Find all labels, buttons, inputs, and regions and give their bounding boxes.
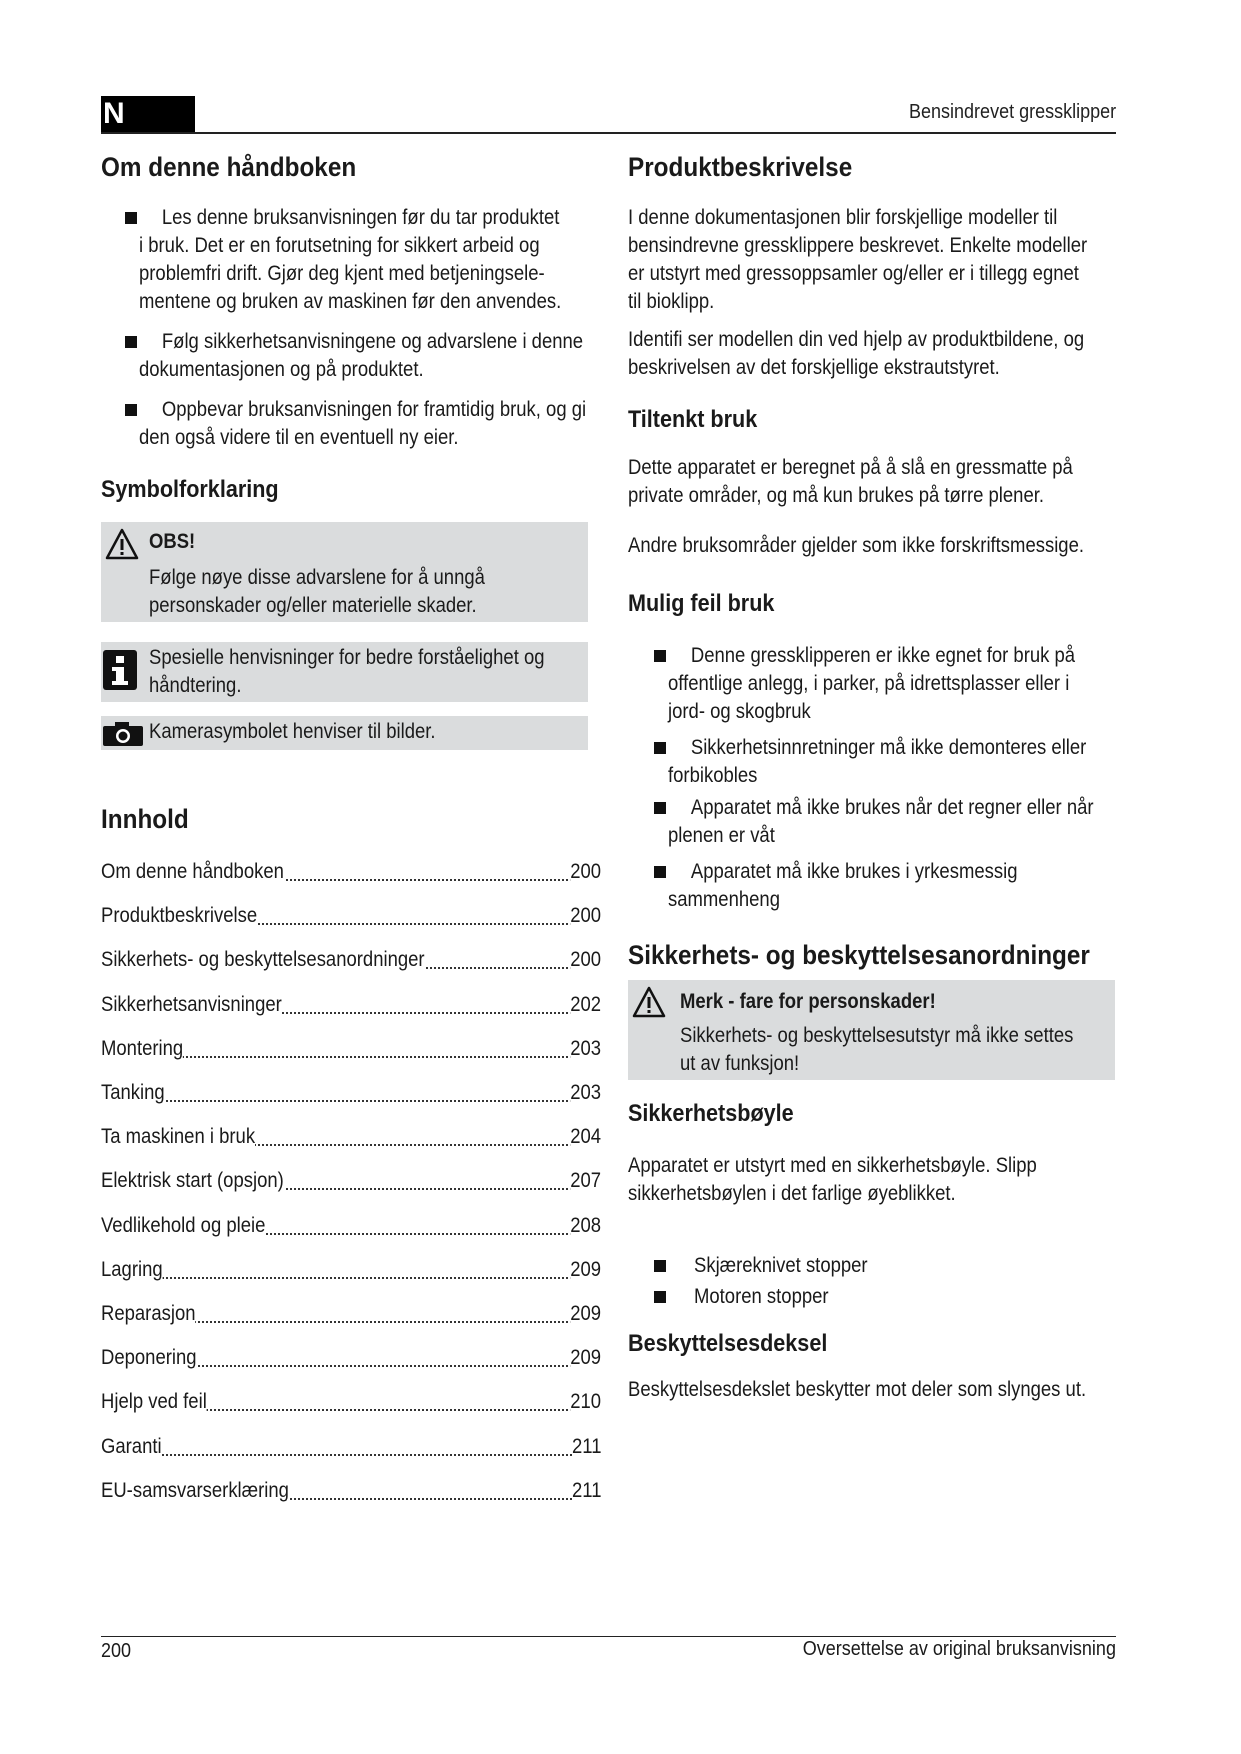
header-rule [101, 132, 1116, 134]
bullet-square-icon [125, 404, 137, 416]
toc-entry-label: Lagring [101, 1257, 163, 1281]
bullet-text: Apparatet må ikke brukes når det regner eller når [690, 796, 1094, 819]
safety-warning-text: Sikkerhets- og beskyttelsesutstyr må ikke settes [680, 1024, 1074, 1047]
cover-heading: Beskyttelsesdeksel [628, 1330, 828, 1357]
toc-entry-label: Vedlikehold og pleie [101, 1213, 266, 1237]
toc-entry-page: 202 [570, 992, 601, 1016]
toc-entry [101, 1302, 601, 1330]
bullet-text: problemfri drift. Gjør deg kjent med betjeningsele- [139, 262, 545, 285]
toc-entry-page: 203 [570, 1036, 601, 1060]
misuse-heading: Mulig feil bruk [628, 590, 775, 617]
product-text: er utstyrt med gressoppsamler og/eller er i tillegg egnet [628, 262, 1079, 285]
warning-title: OBS! [149, 530, 196, 553]
warning-box [101, 522, 588, 622]
bullet-text: den også videre til en eventuell ny eier. [139, 426, 459, 449]
toc-entry-page: 209 [570, 1302, 601, 1325]
safety-warning-title: Merk - fare for personskader! [680, 990, 936, 1013]
info-icon [103, 650, 137, 690]
language-tab: N [101, 96, 195, 132]
toc-entry-label: Tanking [101, 1081, 165, 1104]
toc-leader [111, 1100, 591, 1102]
bullet-text: Denne gressklipperen er ikke egnet for bruk på [690, 644, 1076, 667]
bullet-square-icon [125, 336, 137, 348]
camera-icon [103, 722, 143, 746]
toc-entry [101, 1258, 601, 1286]
camera-box [101, 716, 588, 750]
intended-use-text: Andre bruksområder gjelder som ikke forskriftsmessige. [628, 534, 1085, 557]
about-bullets [101, 204, 606, 460]
list-item [101, 328, 606, 396]
toc-entry-label: Om denne håndboken [101, 860, 284, 883]
product-text: bensindrevne gressklippere beskrevet. Enkelte modeller [628, 234, 1088, 257]
toc-entry-label: Elektrisk start (opsjon) [101, 1169, 284, 1193]
toc-entry-label: Ta maskinen i bruk [101, 1125, 256, 1149]
bullet-text: Følg sikkerhetsanvisningene og advarslene i denne [161, 330, 584, 353]
toc-entry-page: 209 [570, 1257, 601, 1281]
list-item [101, 204, 606, 328]
product-text: I denne dokumentasjonen blir forskjellige modeller til [628, 206, 1058, 229]
bullet-text: mentene og bruken av maskinen før den anvendes. [139, 290, 562, 313]
toc-entry-label: Deponering [101, 1346, 197, 1370]
product-text: til bioklipp. [628, 290, 715, 313]
toc-entry [101, 1081, 601, 1109]
intended-use-text: private områder, og må kun brukes på tørre plener. [628, 484, 1045, 507]
warning-text: personskader og/eller materielle skader. [149, 594, 477, 617]
toc-entry [101, 993, 601, 1021]
toc-leader [111, 1277, 591, 1279]
bullet-text: jord- og skogbruk [668, 700, 811, 723]
bullet-text: Skjæreknivet stopper [694, 1254, 868, 1277]
product-text: beskrivelsen av det forskjellige ekstrautstyret. [628, 356, 1000, 379]
intended-use-text: Dette apparatet er beregnet på å slå en gressmatte på [628, 456, 1073, 479]
toc-entry-page: 211 [571, 1478, 601, 1502]
toc-entry-page: 210 [570, 1390, 601, 1414]
toc-entry-label: Hjelp ved feil [101, 1390, 207, 1414]
bullet-text: Oppbevar bruksanvisningen for framtidig bruk, og gi [161, 398, 587, 421]
bullet-square-icon [654, 802, 666, 814]
warning-triangle-icon [632, 986, 666, 1018]
toc-entry-label: Sikkerhetsanvisninger [101, 992, 282, 1016]
symbols-heading: Symbolforklaring [101, 476, 279, 503]
toc-entry [101, 1346, 601, 1374]
page-number: 200 [101, 1640, 132, 1662]
bullet-text: Motoren stopper [694, 1285, 829, 1308]
toc-entry-page: 208 [570, 1213, 601, 1237]
toc-leader [111, 1454, 591, 1456]
cover-text: Beskyttelsesdekslet beskytter mot deler som slynges ut. [628, 1378, 1087, 1401]
about-heading: Om denne håndboken [101, 152, 357, 182]
bullet-text: Les denne bruksanvisningen før du tar produktet [161, 206, 560, 229]
toc-entry-label: Montering [101, 1036, 184, 1060]
bullet-text: sammenheng [668, 888, 780, 911]
safety-bar-text: sikkerhetsbøylen i det farlige øyeblikket. [628, 1182, 956, 1205]
toc-entry-page: 203 [570, 1081, 601, 1104]
toc-entry-page: 200 [570, 904, 601, 928]
toc-entry [101, 860, 601, 888]
toc-entry [101, 904, 601, 932]
camera-text: Kamerasymbolet henviser til bilder. [149, 720, 436, 743]
safety-warning-text: ut av funksjon! [680, 1052, 800, 1075]
toc-entry-page: 209 [570, 1346, 601, 1370]
safety-devices-heading: Sikkerhets- og beskyttelsesanordninger [628, 940, 1090, 970]
bullet-square-icon [654, 866, 666, 878]
toc-entry-label: Garanti [101, 1434, 162, 1458]
bullet-text: forbikobles [668, 764, 758, 787]
toc-entry-page: 204 [570, 1125, 601, 1149]
toc-entry [101, 1125, 601, 1153]
toc-entry [101, 1037, 601, 1065]
bullet-text: plenen er våt [668, 824, 775, 847]
bullet-text: Sikkerhetsinnretninger må ikke demonteres eller [690, 736, 1087, 759]
product-text: Identifi ser modellen din ved hjelp av produktbildene, og [628, 328, 1085, 351]
safety-bar-heading: Sikkerhetsbøyle [628, 1100, 794, 1127]
header-title: Bensindrevet gressklipper [908, 101, 1116, 123]
intended-use-heading: Tiltenkt bruk [628, 406, 758, 433]
toc-entry-label: Reparasjon [101, 1302, 196, 1325]
bullet-text: i bruk. Det er en forutsetning for sikkert arbeid og [139, 234, 540, 257]
bullet-text: offentlige anlegg, i parker, på idrettsplasser eller i [668, 672, 1070, 695]
toc-entry-label: Produktbeskrivelse [101, 904, 258, 928]
toc-heading: Innhold [101, 804, 189, 834]
toc-entry [101, 1435, 601, 1463]
bullet-square-icon [125, 212, 137, 224]
toc-entry-label: EU-samsvarserklæring [101, 1478, 289, 1502]
bullet-square-icon [654, 1260, 666, 1272]
toc-entry [101, 1214, 601, 1242]
footer-rule [101, 1636, 1116, 1637]
warning-text: Følge nøye disse advarslene for å unngå [149, 566, 485, 589]
toc-entry-page: 211 [571, 1434, 601, 1458]
bullet-text: dokumentasjonen og på produktet. [139, 358, 424, 381]
info-text: håndtering. [149, 674, 242, 697]
toc-entry [101, 948, 601, 976]
toc-entry-page: 207 [570, 1169, 601, 1193]
toc-entry [101, 1390, 601, 1418]
toc-entry [101, 1169, 601, 1197]
product-heading: Produktbeskrivelse [628, 152, 853, 182]
bullet-square-icon [654, 1291, 666, 1303]
bullet-text: Apparatet må ikke brukes i yrkesmessig [690, 860, 1018, 883]
info-box [101, 642, 588, 702]
footer-note: Oversettelse av original bruksanvisning [802, 1638, 1116, 1660]
safety-bar-text: Apparatet er utstyrt med en sikkerhetsbøyle. Slipp [628, 1154, 1037, 1177]
toc-entry-page: 200 [570, 948, 601, 972]
safety-warning-box [628, 980, 1115, 1080]
toc-entry-label: Sikkerhets- og beskyttelsesanordninger [101, 948, 425, 972]
toc-entry [101, 1479, 601, 1507]
list-item [101, 396, 606, 460]
bullet-square-icon [654, 742, 666, 754]
info-text: Spesielle henvisninger for bedre forståelighet og [149, 646, 545, 669]
toc-entry-page: 200 [570, 860, 601, 883]
warning-triangle-icon [105, 528, 139, 560]
bullet-square-icon [654, 650, 666, 662]
